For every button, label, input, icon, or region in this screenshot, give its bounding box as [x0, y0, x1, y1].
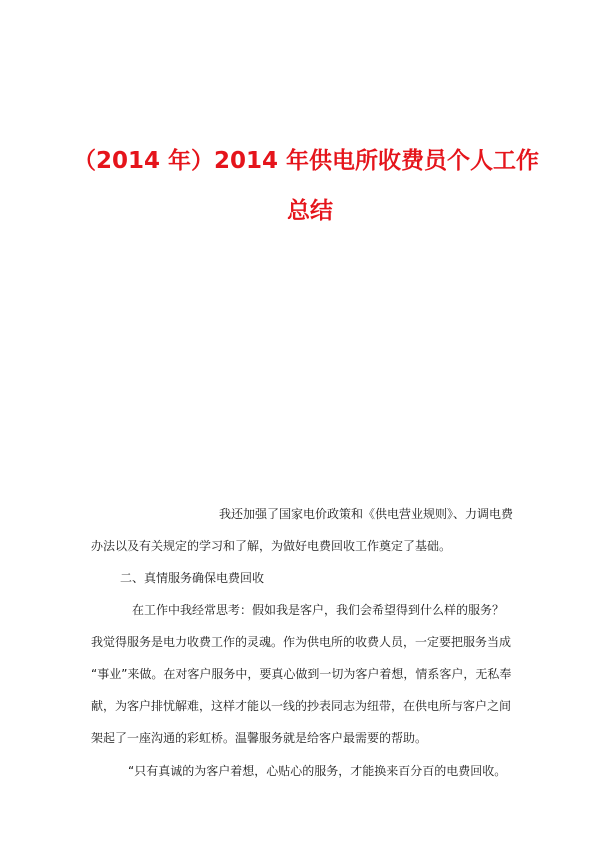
paragraph-2-line-2: 我觉得服务是电力收费工作的灵魂。作为供电所的收费人员，一定要把服务当成	[91, 635, 512, 649]
paragraph-2-line-4: 献，为客户排忧解难，这样才能以一线的抄表同志为纽带，在供电所与客户之间	[91, 699, 512, 713]
section-2-heading: 二、真情服务确保电费回收	[120, 571, 265, 585]
document-title-line-1: （2014 年）2014 年供电所收费员个人工作	[72, 148, 540, 174]
paragraph-1-line-2: 办法以及有关规定的学习和了解，为做好电费回收工作奠定了基础。	[91, 539, 452, 553]
paragraph-2-line-1: 在工作中我经常思考：假如我是客户，我们会希望得到什么样的服务？	[132, 603, 505, 617]
paragraph-1-line-1: 我还加强了国家电价政策和《供电营业规则》、力调电费	[219, 507, 514, 521]
document-title-line-2: 总结	[287, 198, 333, 224]
paragraph-3-line-1: “只有真诚的为客户着想，心贴心的服务，才能换来百分百的电费回收。	[128, 764, 507, 778]
paragraph-2-line-5: 架起了一座沟通的彩虹桥。温馨服务就是给客户最需要的帮助。	[91, 731, 428, 745]
paragraph-2-line-3: “事业”来做。在对客户服务中，要真心做到一切为客户着想，情系客户，无私奉	[91, 667, 512, 681]
